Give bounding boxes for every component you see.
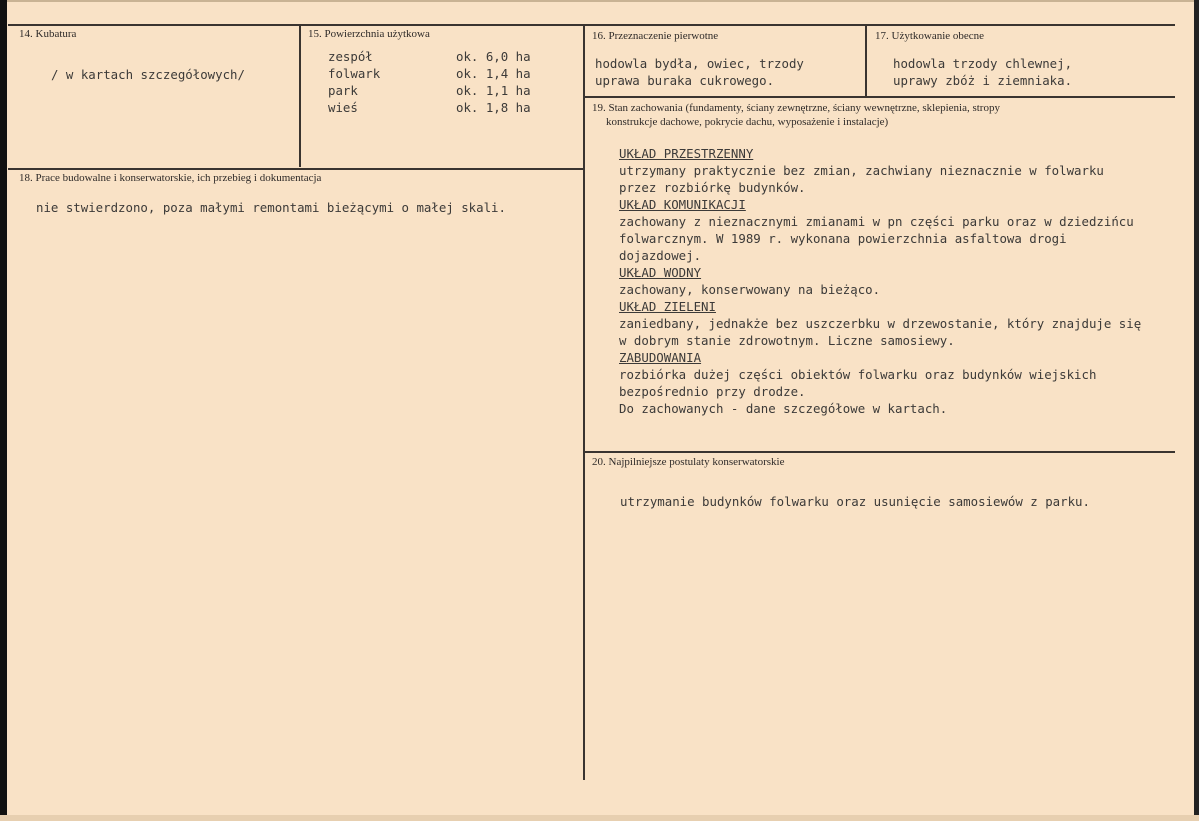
text-line: uprawy zbóż i ziemniaka.: [893, 73, 1073, 88]
divider-f16-f17: [865, 24, 867, 97]
section-heading: UKŁAD PRZESTRZENNY: [619, 146, 754, 161]
card-right-edge: [1194, 0, 1199, 821]
field-17-value: [893, 55, 1072, 89]
text-line: uprawa buraka cukrowego.: [595, 73, 775, 88]
divider-top: [8, 24, 1175, 26]
field-19-value: [619, 145, 1141, 417]
divider-main-vertical: [583, 24, 585, 780]
field-15-values: [456, 48, 531, 116]
divider-f16-f19: [584, 96, 1175, 98]
text-line: Do zachowanych - dane szczegółowe w kartach.: [619, 401, 948, 416]
section-heading: UKŁAD KOMUNIKACJI: [619, 197, 746, 212]
area-value: ok. 1,8 ha: [456, 100, 531, 115]
field-18-value: nie stwierdzono, poza małymi remontami bieżącymi o małej skali.: [36, 200, 506, 215]
section-heading: UKŁAD WODNY: [619, 265, 702, 280]
text-line: rozbiórka dużej części obiektów folwarku oraz budynków wiejskich: [619, 367, 1097, 382]
field-14-value: / w kartach szczegółowych/: [51, 67, 245, 82]
field-16-value: [595, 55, 804, 89]
section-heading: UKŁAD ZIELENI: [619, 299, 716, 314]
area-value: ok. 1,1 ha: [456, 83, 531, 98]
field-20-label: 20. Najpilniejsze postulaty konserwatorskie: [592, 456, 785, 468]
card-left-edge: [0, 0, 7, 821]
field-18-label: 18. Prace budowalne i konserwatorskie, ich przebieg i dokumentacja: [19, 172, 322, 184]
text-line: przez rozbiórkę budynków.: [619, 180, 806, 195]
area-name: folwark: [328, 66, 381, 81]
divider-f14-f15: [299, 24, 301, 167]
text-line: utrzymany praktycznie bez zmian, zachwiany nieznacznie w folwarku: [619, 163, 1104, 178]
text-line: zachowany, konserwowany na bieżąco.: [619, 282, 881, 297]
section-heading: ZABUDOWANIA: [619, 350, 702, 365]
text-line: dojazdowej.: [619, 248, 702, 263]
field-15-label: 15. Powierzchnia użytkowa: [308, 28, 430, 40]
divider-f14-f18: [8, 168, 584, 170]
field-20-value: utrzymanie budynków folwarku oraz usunięcie samosiewów z parku.: [620, 494, 1090, 509]
text-line: zaniedbany, jednakże bez uszczerbku w drzewostanie, który znajduje się: [619, 316, 1142, 331]
text-line: zachowany z nieznacznymi zmianami w pn części parku oraz w dziedzińcu: [619, 214, 1134, 229]
area-value: ok. 6,0 ha: [456, 49, 531, 64]
text-line: hodowla trzody chlewnej,: [893, 56, 1073, 71]
field-17-label: 17. Użytkowanie obecne: [875, 30, 985, 42]
field-19-label-continued: konstrukcje dachowe, pokrycie dachu, wyposażenie i instalacje): [606, 116, 889, 128]
card-bottom-edge: [0, 815, 1199, 821]
card-top-edge: [0, 0, 1199, 2]
text-line: folwarcznym. W 1989 r. wykonana powierzchnia asfaltowa drogi: [619, 231, 1067, 246]
area-name: zespół: [328, 49, 373, 64]
field-14-label: 14. Kubatura: [19, 28, 77, 40]
area-name: park: [328, 83, 358, 98]
divider-f19-f20: [584, 451, 1175, 453]
area-name: wieś: [328, 100, 358, 115]
field-16-label: 16. Przeznaczenie pierwotne: [592, 30, 719, 42]
field-19-label: 19. Stan zachowania (fundamenty, ściany zewnętrzne, ściany wewnętrzne, sklepienia, stropy: [592, 102, 1000, 114]
area-value: ok. 1,4 ha: [456, 66, 531, 81]
text-line: bezpośrednio przy drodze.: [619, 384, 806, 399]
text-line: hodowla bydła, owiec, trzody: [595, 56, 804, 71]
field-15-names: [328, 48, 380, 116]
text-line: w dobrym stanie zdrowotnym. Liczne samosiewy.: [619, 333, 955, 348]
